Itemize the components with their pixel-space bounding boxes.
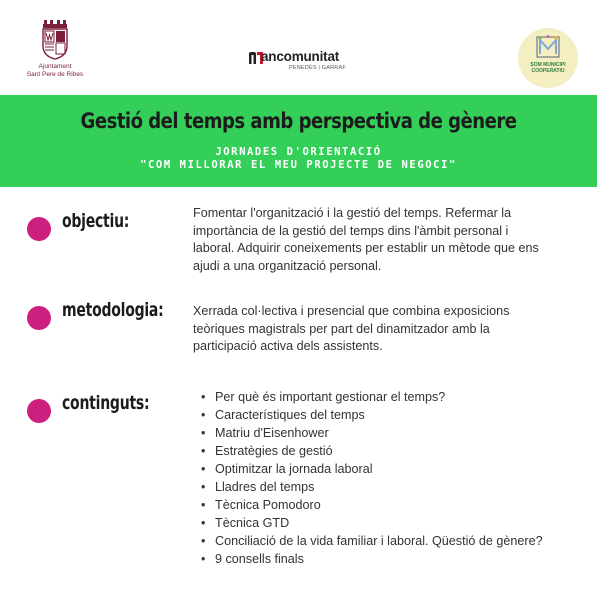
ajuntament-label: Ajuntament [38,63,72,70]
bullet-dot-icon [27,306,51,330]
som-municipi-logo [518,28,578,88]
continguts-list [201,388,581,568]
banner-subtitle-1: JORNADES D'ORIENTACIÓ [215,146,382,158]
continguts-heading: continguts: [62,392,150,414]
municipality-label: Sant Pere de Ribes [26,71,84,78]
bullet-dot-icon [27,399,51,423]
list-item: • Per què és important gestionar el temps? [201,388,581,406]
title-banner [0,95,597,187]
list-item: • Característiques del temps [201,406,581,424]
mancomunitat-name: ancomunitat [261,49,340,64]
list-item: • Tècnica GTD [201,514,581,532]
list-item: • Lladres del temps [201,478,581,496]
ajuntament-logo [22,20,88,84]
mancomunitat-region: PENEDÈS | GARRAF [289,65,346,71]
bullet-dot-icon [27,217,51,241]
list-item: • Matriu d'Eisenhower [201,424,581,442]
page-title: Gestió del temps amb perspectiva de gènere [80,109,517,133]
metodologia-text: Xerrada col·lectiva i presencial que combina exposicions teòriques magistrals per part del dinamitzador amb la participació activa dels assistents. [193,304,510,354]
objectiu-text: Fomentar l'organització i la gestió del temps. Refermar la importància de la gestió del temps dins l'àmbit personal i laboral. Adquirir coneixements per establir un mètode que ens ajudi a una organització personal. [193,206,539,273]
list-item: • Estratègies de gestió [201,442,581,460]
cooperatiu-label: COOPERATIU [531,68,565,74]
list-item: • 9 consells finals [201,550,581,568]
banner-subtitle-2: "COM MILLORAR EL MEU PROJECTE DE NEGOCI" [140,159,457,171]
cooperative-emblem-icon [535,34,561,60]
som-municipi-label: SOM MUNICIPI [530,62,566,68]
metodologia-heading: metodologia: [62,299,164,321]
list-item: • Conciliació de la vida familiar i laboral. Qüestió de gènere? [201,532,581,550]
list-item: • Tècnica Pomodoro [201,496,581,514]
objectiu-heading: objectiu: [62,210,130,232]
municipal-shield-icon [40,20,70,60]
list-item: • Optimitzar la jornada laboral [201,460,581,478]
